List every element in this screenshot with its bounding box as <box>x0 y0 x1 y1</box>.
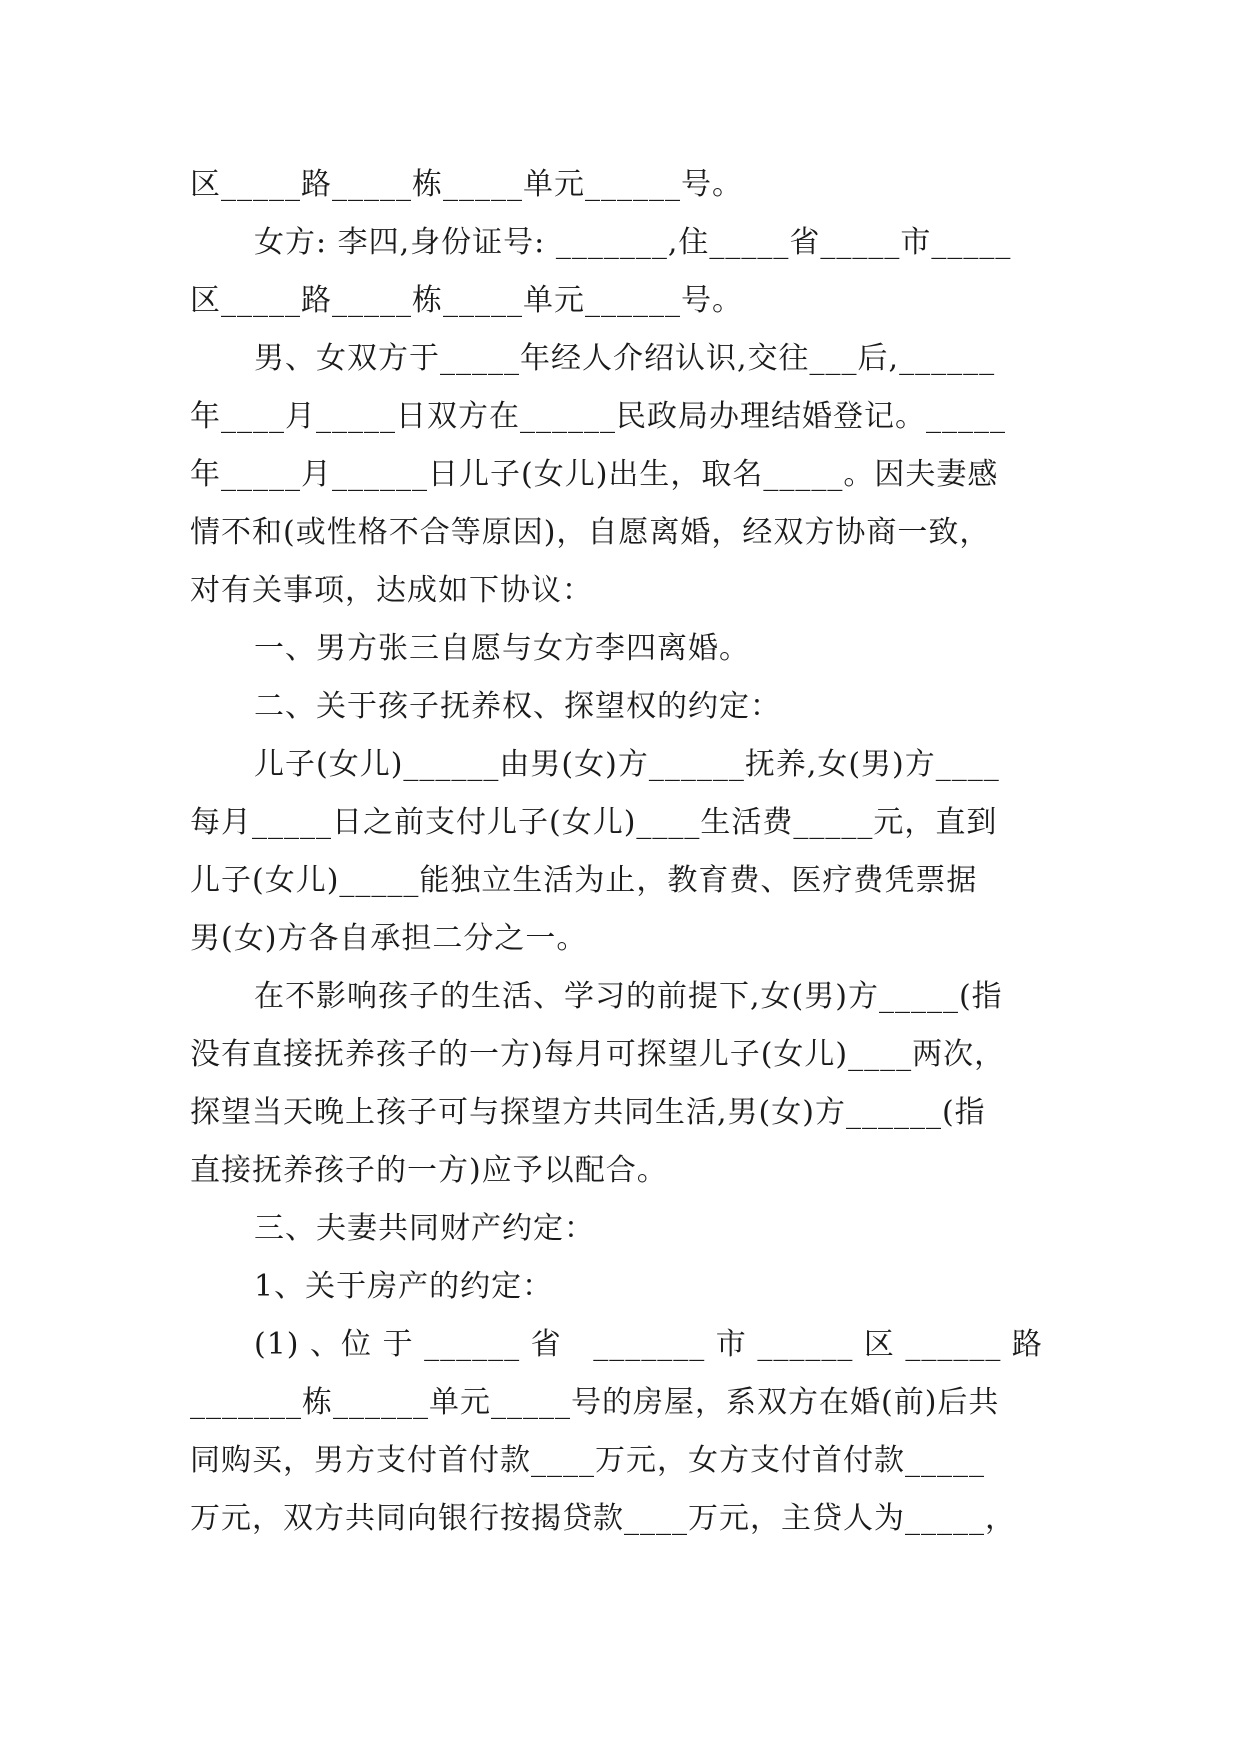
text-line: 一、男方张三自愿与女方李四离婚。 <box>254 631 750 666</box>
text-line: 三、夫妻共同财产约定： <box>254 1211 595 1246</box>
text-line: 在不影响孩子的生活、学习的前提下,女(男)方_____(指 <box>254 979 1003 1014</box>
text-line: 万元，双方共同向银行按揭贷款____万元，主贷人为_____， <box>190 1501 1016 1536</box>
text-line: 1、关于房产的约定： <box>254 1269 554 1304</box>
text-line: 年____月_____日双方在______民政局办理结婚登记。_____ <box>190 399 1006 434</box>
text-line: 男、女双方于_____年经人介绍认识,交往___后,______ <box>254 341 996 376</box>
text-line: 儿子(女儿)_____能独立生活为止，教育费、医疗费凭票据 <box>190 863 978 898</box>
text-line: 探望当天晚上孩子可与探望方共同生活,男(女)方______(指 <box>190 1095 986 1130</box>
text-line: 区_____路_____栋_____单元______号。 <box>190 283 743 318</box>
text-line: 直接抚养孩子的一方)应予以配合。 <box>190 1153 668 1188</box>
text-line: 对有关事项，达成如下协议： <box>190 573 593 608</box>
text-line: _______栋______单元_____号的房屋，系双方在婚(前)后共 <box>190 1385 1000 1420</box>
text-line: 同购买，男方支付首付款____万元，女方支付首付款_____ <box>190 1443 985 1478</box>
text-line: 区_____路_____栋_____单元______号。 <box>190 167 743 202</box>
text-line: 女方: 李四,身份证号: _______,住_____省_____市_____ <box>254 225 1012 260</box>
text-line: 每月_____日之前支付儿子(女儿)____生活费_____元，直到 <box>190 805 998 840</box>
text-line: 二、关于孩子抚养权、探望权的约定： <box>254 689 781 724</box>
text-line: 情不和(或性格不合等原因)，自愿离婚，经双方协商一致， <box>190 515 991 550</box>
text-line: (1) 、位 于 ______ 省 _______ 市 ______ 区 ______ 路 <box>254 1327 1043 1362</box>
text-line: 儿子(女儿)______由男(女)方______抚养,女(男)方____ <box>254 747 1000 782</box>
text-line: 年_____月______日儿子(女儿)出生，取名_____。因夫妻感 <box>190 457 999 492</box>
text-line: 没有直接抚养孩子的一方)每月可探望儿子(女儿)____两次， <box>190 1037 1006 1072</box>
text-line: 男(女)方各自承担二分之一。 <box>190 921 588 956</box>
